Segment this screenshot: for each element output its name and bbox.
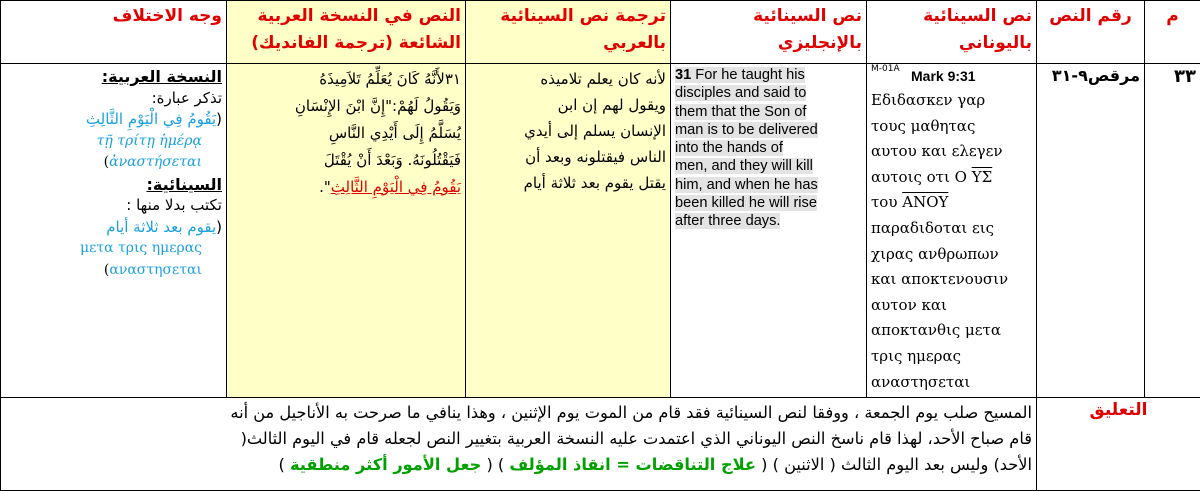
comment-text bbox=[1, 398, 1037, 491]
greek-line: αυτον και bbox=[871, 295, 947, 314]
english-text: 31 For he taught his disciples and said to them that the Son of man is to be delivered into the hands of men, and they will kill him, and when he has been killed he will rise after three days. bbox=[675, 67, 818, 230]
arabic-intro: تذكر عبارة: bbox=[151, 88, 222, 107]
greek-line: Εδιδασκεν γαρ bbox=[871, 91, 986, 109]
header-greek: نص السينائية باليوناني bbox=[867, 1, 1037, 64]
arabic-phrase-line: (يَقُومُ فِي الْيَوْمِ الثَّالِثِ bbox=[85, 110, 222, 128]
row-number: ٣٣ bbox=[1145, 64, 1200, 398]
greek-line: χιρας ανθρωπων bbox=[871, 244, 999, 263]
greek-phrase: τῇ τρίτῃ ἡμέρᾳ bbox=[96, 132, 202, 149]
translation-line: الناس فيقتلونه وبعد أن bbox=[525, 148, 666, 166]
common-line: وَيَقُولُ لَهُمْ:"إِنَّ ابْنَ الإِنْسَانِ bbox=[294, 97, 461, 115]
common-line: فَيَقْتُلُونَهُ. وَبَعْدَ أَنْ يُقْتَلَ bbox=[323, 151, 461, 169]
highlighted-phrase: يَقُومُ فِي الْيَوْمِ الثَّالِثِ bbox=[330, 178, 461, 196]
header-difference: وجه الاختلاف bbox=[1, 1, 227, 64]
sinaitic-phrase-line: (يقوم بعد ثلاثة أيام bbox=[106, 217, 222, 236]
greek-line: παραδιδοται εις bbox=[871, 218, 995, 237]
translation-cell bbox=[466, 64, 671, 398]
greek-line: και αποκτενουσιν bbox=[871, 270, 1009, 289]
common-line: يُسَلَّمُ إِلَى أَيْدِي النَّاسِ bbox=[328, 124, 461, 142]
greek-line: αυτου και ελεγεν bbox=[871, 142, 1003, 161]
common-arabic-cell bbox=[227, 64, 466, 398]
verse-number: 31 bbox=[675, 67, 692, 83]
header-ref: رقم النص bbox=[1037, 1, 1145, 64]
verse-reference: Mark 9:31 bbox=[911, 68, 976, 84]
greek-line: αποκτανθις μετα bbox=[871, 321, 1001, 340]
translation-line: لأنه كان يعلم تلاميذه bbox=[540, 70, 666, 88]
comment-label: التعليق bbox=[1037, 398, 1200, 491]
comment-line: الأحد) وليس بعد اليوم الثالث ( الاثنين ) ( علاج التناقضات = انقاذ المؤلف ) ( جعل الأمور أكثر منطقية ) bbox=[278, 455, 1032, 475]
english-text-cell bbox=[671, 64, 867, 398]
green-note-1: علاج التناقضات = انقاذ المؤلف bbox=[509, 455, 756, 475]
greek-text-cell bbox=[867, 64, 1037, 398]
greek-text bbox=[871, 88, 1032, 395]
green-note-2: جعل الأمور أكثر منطقية bbox=[289, 455, 482, 475]
greek-phrase: μετα τρις ημερας bbox=[79, 240, 202, 256]
translation-line: يقتل يقوم بعد ثلاثة أيام bbox=[523, 174, 666, 192]
nomina-sacra: ΑΝΟΥ bbox=[902, 193, 949, 212]
greek-line: αυτοις οτι Ο $\overline{\Upsilon\Sigma}$ bbox=[871, 167, 993, 186]
header-num: م bbox=[1145, 1, 1200, 64]
nomina-sacra: $\overline{\Upsilon\Sigma}$ bbox=[971, 167, 993, 186]
header-english: نص السينائية بالإنجليزي bbox=[671, 1, 867, 64]
row-reference: مرقص٩-٣١ bbox=[1037, 64, 1145, 398]
comment-line: المسيح صلب يوم الجمعة ، ووفقا لنص السينائية فقد قام من الموت يوم الإثنين ، وهذا ينافي ما صرحت به الأناجيل من أنه bbox=[230, 403, 1032, 423]
translation-line: الإنسان يسلم إلى أيدي bbox=[524, 122, 666, 140]
comment-row bbox=[1, 398, 1200, 491]
greek-line: αναστησεται bbox=[871, 372, 971, 391]
difference-cell bbox=[1, 64, 227, 398]
arabic-version-label: النسخة العربية: bbox=[101, 67, 222, 86]
common-line: ٣١لأَنَّهُ كَانَ يُعَلِّمُ تَلاَمِيذَهُ bbox=[319, 70, 461, 88]
greek-phrase: ἀναστήσεται) bbox=[103, 154, 202, 170]
greek-phrase: αναστησεται) bbox=[103, 261, 202, 278]
translation-line: ويقول لهم إن ابن bbox=[557, 96, 666, 114]
greek-line: του ΑΝΟΥ bbox=[871, 193, 949, 212]
comment-line: قام صباح الأحد، لهذا قام ناسخ النص اليوناني الذي اعتمدت عليه النسخة العربية بتغيير النص لجعله قام في اليوم الثالث( bbox=[240, 429, 1032, 449]
greek-line: τρις ημερας bbox=[871, 346, 962, 365]
sinaitic-label: السينائية: bbox=[146, 174, 222, 194]
greek-line: τους μαθητας bbox=[871, 116, 976, 135]
common-line: يَقُومُ فِي الْيَوْمِ الثَّالِثِ". bbox=[319, 178, 461, 196]
manuscript-sigla: M-01A bbox=[871, 64, 900, 74]
header-translation: ترجمة نص السينائية بالعربي bbox=[466, 1, 671, 64]
sinaitic-intro: تكتب بدلا منها : bbox=[126, 196, 222, 214]
header-row bbox=[1, 1, 1200, 64]
header-common-arabic: النص في النسخة العربية الشائعة (ترجمة الفانديك) bbox=[227, 1, 466, 64]
verse-row bbox=[1, 64, 1200, 398]
